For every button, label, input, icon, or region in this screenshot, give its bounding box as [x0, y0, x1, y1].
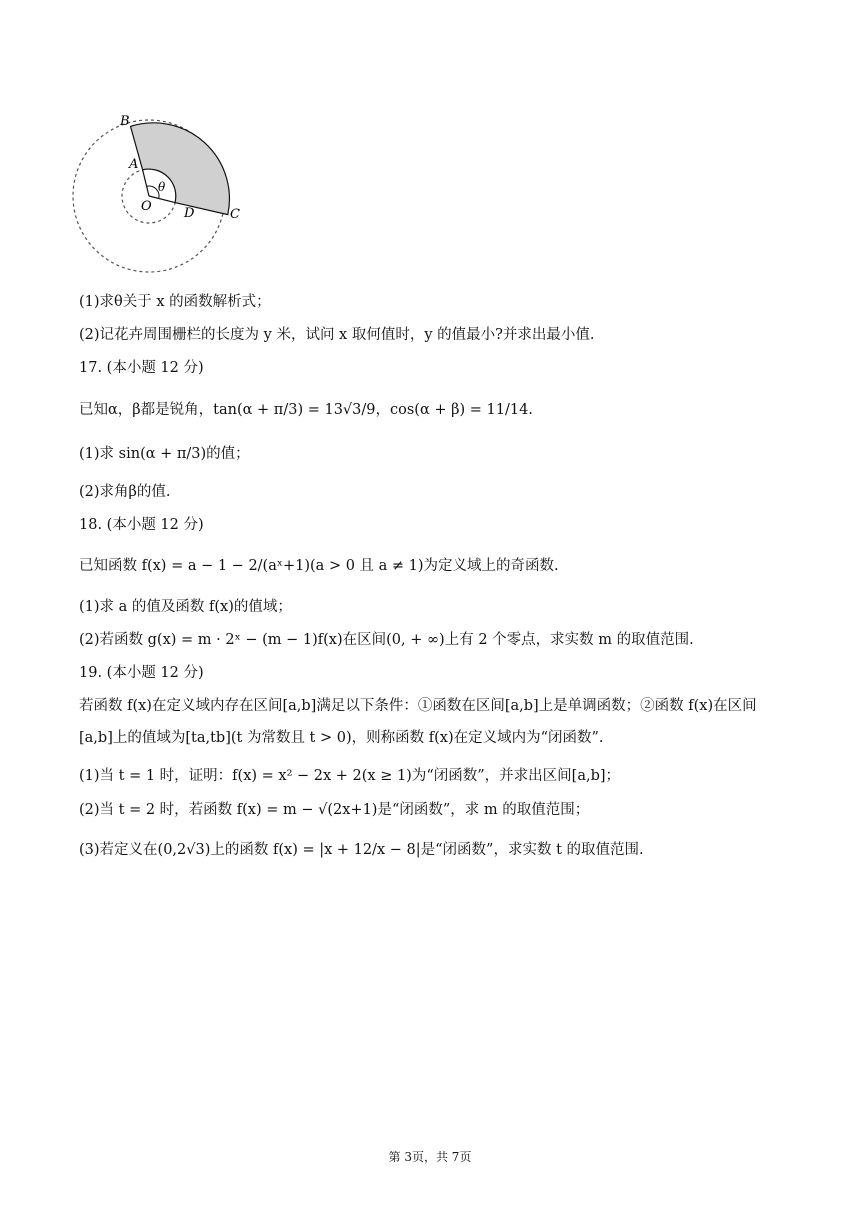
q19-heading: 19. (本小题 12 分): [79, 665, 204, 681]
q18-part1: (1)求 a 的值及函数 f(x)的值域；: [79, 599, 292, 615]
q19-part2: (2)当 t = 2 时，若函数 f(x) = m − √(2x+1)是“闭函数”，求 m 的取值范围；: [79, 802, 590, 818]
q17-stem: 已知α，β都是锐角，tan(α + π/3) = 13√3/9，cos(α + β) = 11/14.: [79, 402, 533, 418]
q17-heading: 17. (本小题 12 分): [79, 360, 204, 376]
q16-part2: (2)记花卉周围栅栏的长度为 y 米，试问 x 取何值时，y 的值最小?并求出最小值.: [79, 327, 595, 343]
q16-part1: (1)求θ关于 x 的函数解析式；: [79, 294, 271, 310]
q19-part1: (1)当 t = 1 时，证明：f(x) = x² − 2x + 2(x ≥ 1)为“闭函数”，并求出区间[a,b]；: [79, 768, 621, 784]
label-A: A: [129, 157, 139, 172]
q17-part1: (1)求 sin(α + π/3)的值；: [79, 446, 250, 462]
label-D: D: [184, 206, 195, 221]
q17-part2: (2)求角β的值.: [79, 484, 171, 500]
label-O: O: [141, 199, 152, 214]
label-theta: θ: [158, 180, 166, 194]
label-B: B: [120, 114, 130, 129]
q18-stem: 已知函数 f(x) = a − 1 − 2/(aˣ+1)(a > 0 且 a ≠ 1)为定义域上的奇函数.: [79, 558, 559, 574]
q18-heading: 18. (本小题 12 分): [79, 517, 204, 533]
label-C: C: [230, 207, 240, 222]
q19-stem: 若函数 f(x)在定义域内存在区间[a,b]满足以下条件：①函数在区间[a,b]上是单调函数；②函数 f(x)在区间[a,b]上的值域为[ta,tb](t 为常数且 t > 0)，则称函数 f(x)在定义域内为“闭函数”.: [79, 698, 757, 746]
page-footer: 第 3页，共 7页: [388, 1150, 472, 1164]
annular-sector-figure: [72, 108, 262, 278]
q18-part2: (2)若函数 g(x) = m · 2ˣ − (m − 1)f(x)在区间(0, + ∞)上有 2 个零点，求实数 m 的取值范围.: [79, 632, 694, 648]
radius-OA: [143, 170, 149, 196]
q19-part3: (3)若定义在(0,2√3)上的函数 f(x) = |x + 12/x − 8|是“闭函数”，求实数 t 的取值范围.: [79, 842, 644, 858]
radius-OD: [149, 196, 175, 203]
